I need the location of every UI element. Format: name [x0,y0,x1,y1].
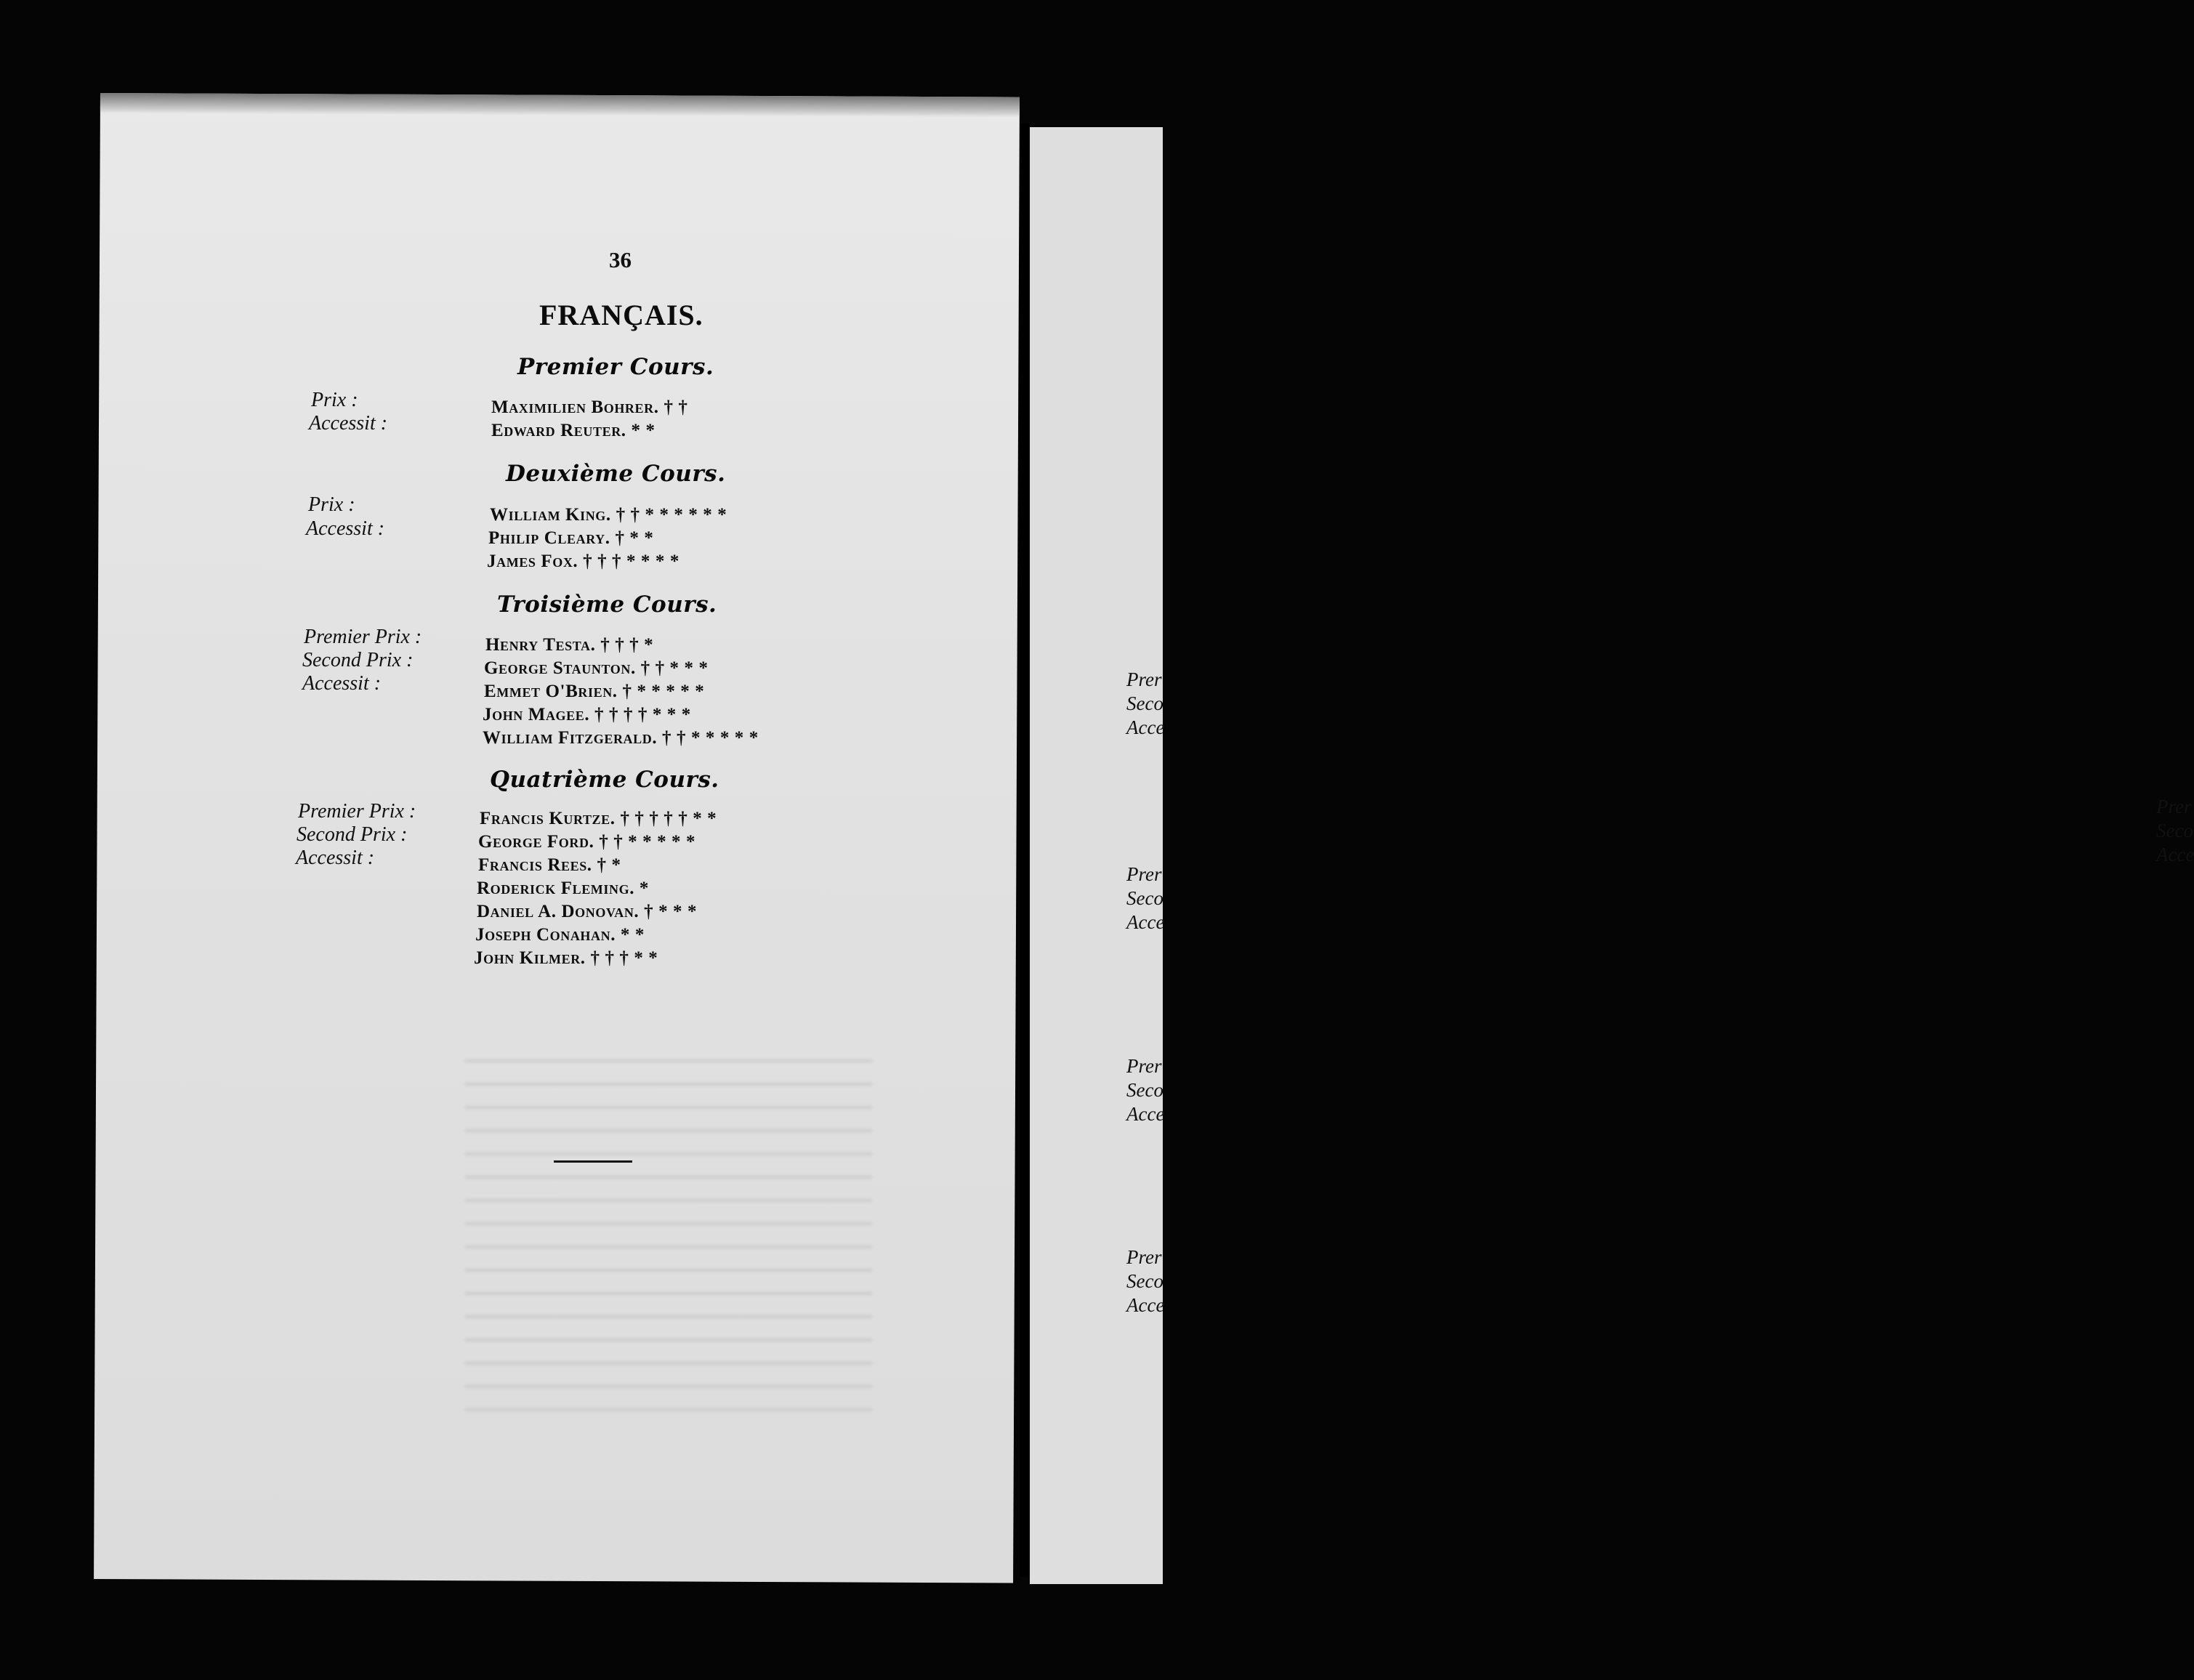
student-entry: Emmet O'Brien. † * * * * * [484,682,705,701]
section-title-troisieme-cours: Troisième Cours. [497,591,717,618]
section-title-premier-cours: Premier Cours. [517,354,714,380]
facing-page-label: Seco [2156,820,2193,841]
student-entry: Maximilien Bohrer. † † [491,397,688,417]
bleed-through [465,1046,872,1424]
student-entry: Henry Testa. † † † * [485,635,654,655]
award-label: Prix : [311,389,358,411]
section-title-quatrieme-cours: Quatrième Cours. [490,767,719,793]
student-entry: John Magee. † † † † * * * [483,705,691,724]
student-entry: Joseph Conahan. * * [475,925,645,945]
closing-rule [554,1160,632,1163]
facing-page-label: Acce [1126,911,1165,933]
facing-page-label: Prer [1126,1246,1162,1268]
student-entry: William King. † † * * * * * * [490,505,727,525]
page-gutter [1020,124,1030,1577]
student-entry: John Kilmer. † † † * * [474,948,658,968]
facing-page-label: Acce [1126,1103,1165,1125]
student-entry: William Fitzgerald. † † * * * * * [483,728,759,748]
award-label: Accessit : [302,672,382,695]
award-label: Premier Prix : [298,800,416,823]
page-title: FRANÇAIS. [539,299,703,331]
facing-page-label: Prer [1126,669,1162,690]
award-label: Accessit : [309,412,388,435]
facing-page-label: Prer [2156,796,2192,817]
facing-page-label: Prer [1126,863,1162,885]
student-entry: George Ford. † † * * * * * [478,832,696,852]
student-entry: Francis Rees. † * [478,855,621,875]
facing-page-label: Prer [1126,1055,1162,1077]
facing-page-label: Seco [1126,887,1163,909]
award-label: Second Prix : [302,649,414,671]
student-entry: Daniel A. Donovan. † * * * [477,902,698,921]
student-entry: George Staunton. † † * * * [484,658,709,678]
student-entry: James Fox. † † † * * * * [487,552,679,571]
facing-page-label: Acce [1126,716,1165,738]
award-label: Accessit : [296,847,375,869]
facing-page-label: Acce [1126,1294,1165,1316]
award-label: Accessit : [306,517,385,540]
facing-page-label: Seco [1126,1270,1163,1292]
student-entry: Roderick Fleming. * [477,879,649,898]
student-entry: Francis Kurtze. † † † † † * * [480,809,717,828]
facing-page-label: Seco [1126,692,1163,714]
award-label: Second Prix : [297,823,408,846]
award-label: Premier Prix : [304,626,422,648]
facing-page-label: Acce [2156,844,2194,865]
page-number: 36 [609,247,632,272]
facing-page [1030,127,2194,1584]
facing-page-label: Seco [1126,1079,1163,1101]
section-title-deuxieme-cours: Deuxième Cours. [506,461,726,487]
student-entry: Philip Cleary. † * * [488,528,654,548]
student-entry: Edward Reuter. * * [491,421,656,440]
award-label: Prix : [308,493,355,516]
